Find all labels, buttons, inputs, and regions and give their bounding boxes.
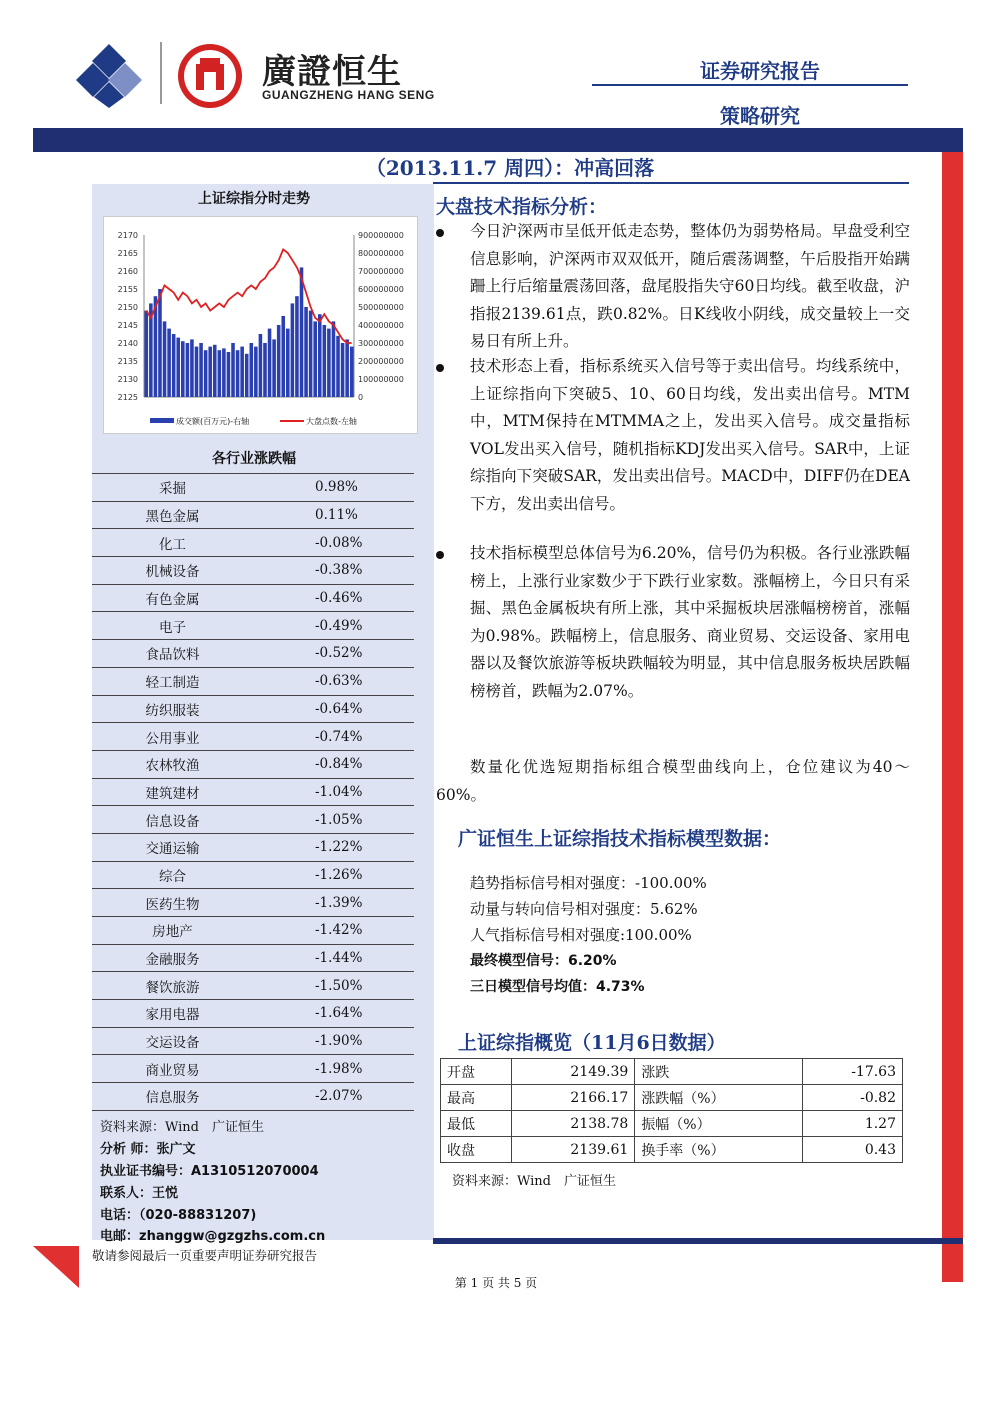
overview-row [441, 1085, 903, 1111]
chart-volume-bar [236, 350, 240, 397]
chart-volume-bar [341, 343, 345, 397]
overview-value: -0.82 [802, 1085, 902, 1111]
section-model-data: 广证恒生上证综指技术指标模型数据： [458, 828, 782, 850]
chart-volume-bar [231, 343, 235, 397]
chart-volume-bar [186, 343, 190, 397]
chart-right-tick: 700000000 [358, 267, 404, 276]
chart-volume-bar [291, 303, 295, 397]
industry-change: 0.11% [253, 501, 414, 529]
industry-name: 信息服务 [92, 1083, 253, 1111]
industry-row [92, 529, 414, 557]
chart-volume-bar [254, 347, 258, 397]
industry-row [92, 612, 414, 640]
industry-name: 公用事业 [92, 723, 253, 751]
chart-volume-bar [281, 316, 285, 397]
chart-left-tick: 2145 [117, 321, 138, 330]
phone: 电话：（020-88831207) [100, 1208, 257, 1223]
paragraph-position: 数量化优选短期指标组合模型曲线向上，仓位建议为40～60%。 [436, 758, 910, 804]
industry-title: 各行业涨跌幅 [212, 451, 296, 467]
seal-logo-icon [176, 42, 244, 110]
chart-left-tick: 2130 [117, 375, 138, 384]
chart-left-tick: 2135 [117, 357, 138, 366]
industry-change: -0.52% [253, 640, 414, 668]
industry-row [92, 474, 414, 502]
footer-notice: 敬请参阅最后一页重要声明证券研究报告 [92, 1248, 318, 1263]
industry-change: -1.44% [253, 944, 414, 972]
industry-row [92, 640, 414, 668]
chart-right-tick: 100000000 [358, 375, 404, 384]
chart-volume-bar [345, 339, 349, 397]
industry-change: -1.26% [253, 861, 414, 889]
right-red-bar [942, 152, 963, 1282]
industry-row [92, 861, 414, 889]
industry-row [92, 723, 414, 751]
contact: 联系人：王悦 [100, 1186, 179, 1201]
chart-volume-bar [199, 343, 203, 397]
chart-right-tick: 400000000 [358, 321, 404, 330]
section-overview: 上证综指概览（11月6日数据） [458, 1032, 726, 1054]
chart-volume-bar [318, 314, 322, 397]
chart-volume-bar [304, 307, 308, 397]
bottom-band [433, 1238, 963, 1244]
chart-volume-bar [309, 311, 313, 397]
chart-left-tick: 2150 [117, 303, 138, 312]
overview-table [440, 1058, 903, 1163]
industry-name: 信息设备 [92, 806, 253, 834]
industry-change: -1.04% [253, 778, 414, 806]
chart-volume-bar [268, 329, 272, 397]
industry-name: 医药生物 [92, 889, 253, 917]
intraday-chart-svg [104, 217, 417, 433]
overview-value: 2149.39 [512, 1059, 635, 1085]
chart-legend-volume-swatch [150, 418, 174, 423]
page-number: 第 1 页 共 5 页 [454, 1276, 538, 1290]
overview-label: 振幅（%） [635, 1111, 802, 1137]
industry-name: 食品饮料 [92, 640, 253, 668]
industry-row [92, 750, 414, 778]
overview-label: 最低 [441, 1111, 512, 1137]
industry-name: 房地产 [92, 917, 253, 945]
overview-row [441, 1059, 903, 1085]
chart-volume-bar [323, 325, 327, 397]
chart-volume-bar [176, 338, 180, 397]
chart-left-tick: 2170 [117, 231, 138, 240]
chart-volume-bar [327, 329, 331, 397]
chart-left-tick: 2140 [117, 339, 138, 348]
chart-volume-bar [263, 343, 267, 397]
overview-value: 2138.78 [512, 1111, 635, 1137]
overview-label: 涨跌幅（%） [635, 1085, 802, 1111]
overview-value: 0.43 [802, 1137, 902, 1163]
analyst: 分析 师：张广文 [100, 1142, 196, 1157]
top-band [33, 128, 963, 152]
intraday-chart [103, 216, 418, 434]
brand-name-en: GUANGZHENG HANG SENG [262, 88, 435, 102]
industry-row [92, 1083, 414, 1111]
chart-volume-bar [259, 334, 263, 397]
bullet-icon [436, 364, 444, 372]
model-momentum: 动量与转向信号相对强度：5.62% [470, 900, 698, 918]
paragraph-technical: 技术形态上看，指标系统买入信号等于卖出信号。均线系统中，上证综指向下突破5、10、60日均线，发出卖出信号。MTM中，MTM保持在MTMMA之上，发出买入信号。成交量指标VOL发出买入信号，随机指标KDJ发出买入信号。SAR中，上证综指向下突破SAR，发出卖出信号。MACD中，DIFF仍在DEA下方，发出卖出信号。 [470, 357, 910, 513]
industry-change: -0.38% [253, 557, 414, 585]
chart-volume-bar [222, 348, 226, 397]
chart-volume-bar [158, 289, 162, 397]
industry-row [92, 1027, 414, 1055]
industry-change: -1.98% [253, 1055, 414, 1083]
industry-name: 采掘 [92, 474, 253, 502]
industry-change: -1.05% [253, 806, 414, 834]
section-technical-analysis: 大盘技术指标分析： [436, 196, 608, 218]
chart-volume-bar [332, 321, 336, 397]
email-link[interactable]: 电邮：zhanggw@gzgzhs.com.cn [100, 1229, 326, 1244]
left-source: 资料来源：Wind 广证恒生 [100, 1120, 264, 1135]
industry-name: 商业贸易 [92, 1055, 253, 1083]
report-type: 证券研究报告 [700, 59, 820, 83]
overview-label: 最高 [441, 1085, 512, 1111]
overview-value: -17.63 [802, 1059, 902, 1085]
chart-volume-bar [218, 350, 222, 397]
industry-row [92, 557, 414, 585]
chart-right-tick: 300000000 [358, 339, 404, 348]
brand-name-cn: 廣證恒生 [262, 52, 402, 92]
industry-name: 黑色金属 [92, 501, 253, 529]
industry-change: -1.22% [253, 833, 414, 861]
page-title: （2013.11.7 周四）：冲高回落 [365, 156, 655, 180]
industry-name: 金融服务 [92, 944, 253, 972]
industry-name: 有色金属 [92, 584, 253, 612]
company-logo-icon [76, 42, 142, 108]
industry-name: 综合 [92, 861, 253, 889]
industry-row [92, 667, 414, 695]
overview-label: 开盘 [441, 1059, 512, 1085]
bullet-icon [436, 229, 444, 237]
chart-volume-bar [181, 341, 185, 397]
chart-volume-bar [250, 343, 254, 397]
overview-value: 1.27 [802, 1111, 902, 1137]
chart-legend-index: 大盘点数-左轴 [306, 417, 357, 426]
header-divider [160, 42, 162, 104]
industry-name: 电子 [92, 612, 253, 640]
industry-row [92, 833, 414, 861]
industry-row [92, 806, 414, 834]
chart-left-tick: 2165 [117, 249, 138, 258]
industry-row [92, 944, 414, 972]
chart-volume-bar [336, 336, 340, 397]
chart-volume-bar [272, 339, 276, 397]
chart-volume-bar [227, 352, 231, 397]
overview-label: 涨跌 [635, 1059, 802, 1085]
industry-name: 餐饮旅游 [92, 972, 253, 1000]
industry-change: -2.07% [253, 1083, 414, 1111]
chart-legend-volume: 成交额(百万元)-右轴 [176, 417, 250, 426]
chart-volume-bar [350, 347, 354, 397]
chart-volume-bar [195, 347, 199, 397]
chart-right-tick: 0 [358, 393, 364, 402]
industry-change: -0.08% [253, 529, 414, 557]
cert-number: 执业证书编号：A1310512070004 [100, 1164, 319, 1179]
industry-change: -0.46% [253, 584, 414, 612]
industry-name: 化工 [92, 529, 253, 557]
chart-volume-bar [208, 347, 212, 397]
industry-name: 农林牧渔 [92, 750, 253, 778]
industry-change: -0.74% [253, 723, 414, 751]
industry-row [92, 501, 414, 529]
industry-change: -1.64% [253, 1000, 414, 1028]
industry-change: -0.84% [253, 750, 414, 778]
chart-volume-bar [300, 267, 304, 397]
chart-volume-bar [245, 354, 249, 397]
report-type-underline [592, 84, 908, 86]
industry-row [92, 1055, 414, 1083]
model-trend: 趋势指标信号相对强度：-100.00% [470, 874, 707, 892]
overview-label: 收盘 [441, 1137, 512, 1163]
industry-name: 建筑建材 [92, 778, 253, 806]
industry-row [92, 889, 414, 917]
paragraph-signal: 技术指标模型总体信号为6.20%，信号仍为积极。各行业涨跌幅榜上，上涨行业家数少于下跌行业家数。涨幅榜上，今日只有采掘、黑色金属板块有所上涨，其中采掘板块居涨幅榜榜首，涨幅为0.98%。跌幅榜上，信息服务、商业贸易、交运设备、家用电器以及餐饮旅游等板块跌幅较为明显，其中信息服务板块居跌幅榜榜首，跌幅为2.07%。 [470, 544, 910, 700]
industry-table [92, 473, 414, 1111]
chart-title: 上证综指分时走势 [198, 191, 310, 207]
chart-volume-bar [240, 347, 244, 397]
model-sentiment: 人气指标信号相对强度:100.00% [470, 926, 692, 944]
industry-name: 交运设备 [92, 1027, 253, 1055]
industry-change: -0.63% [253, 667, 414, 695]
industry-change: -1.90% [253, 1027, 414, 1055]
chart-right-tick: 200000000 [358, 357, 404, 366]
report-subtype: 策略研究 [720, 104, 800, 128]
chart-volume-bar [204, 350, 208, 397]
overview-value: 2166.17 [512, 1085, 635, 1111]
industry-name: 机械设备 [92, 557, 253, 585]
chart-right-tick: 800000000 [358, 249, 404, 258]
industry-change: -1.50% [253, 972, 414, 1000]
title-underline [433, 182, 909, 184]
industry-row [92, 695, 414, 723]
chart-volume-bar [277, 325, 281, 397]
right-source: 资料来源：Wind 广证恒生 [452, 1174, 616, 1189]
chart-left-tick: 2160 [117, 267, 138, 276]
industry-row [92, 584, 414, 612]
chart-volume-bar [286, 329, 290, 397]
industry-change: -1.39% [253, 889, 414, 917]
overview-row [441, 1137, 903, 1163]
chart-volume-bar [167, 329, 171, 397]
model-final: 最终模型信号：6.20% [470, 953, 617, 969]
industry-name: 轻工制造 [92, 667, 253, 695]
chart-volume-bar [163, 321, 167, 397]
industry-name: 交通运输 [92, 833, 253, 861]
industry-change: 0.98% [253, 474, 414, 502]
overview-label: 换手率（%） [635, 1137, 802, 1163]
bullet-icon [436, 551, 444, 559]
industry-change: -1.42% [253, 917, 414, 945]
chart-volume-bar [190, 339, 194, 397]
chart-left-tick: 2155 [117, 285, 138, 294]
chart-right-tick: 900000000 [358, 231, 404, 240]
industry-row [92, 778, 414, 806]
industry-row [92, 972, 414, 1000]
chart-volume-bar [213, 345, 217, 397]
chart-left-tick: 2125 [117, 393, 138, 402]
industry-name: 家用电器 [92, 1000, 253, 1028]
industry-change: -0.49% [253, 612, 414, 640]
overview-value: 2139.61 [512, 1137, 635, 1163]
chart-right-tick: 500000000 [358, 303, 404, 312]
chart-volume-bar [295, 296, 299, 397]
industry-row [92, 917, 414, 945]
chart-volume-bar [172, 334, 176, 397]
chart-volume-bar [145, 311, 149, 397]
model-3day: 三日模型信号均值：4.73% [470, 979, 645, 995]
chart-volume-bar [313, 321, 317, 397]
paragraph-market: 今日沪深两市呈低开低走态势，整体仍为弱势格局。早盘受利空信息影响，沪深两市双双低开，随后震荡调整，午后股指开始蹒跚上行后缩量震荡回落，盘尾股指失守60日均线。截至收盘，沪指报2139.61点，跌0.82%。日K线收小阴线，成交量较上一交易日有所上升。 [470, 222, 910, 350]
industry-name: 纺织服装 [92, 695, 253, 723]
industry-row [92, 1000, 414, 1028]
chart-right-tick: 600000000 [358, 285, 404, 294]
industry-change: -0.64% [253, 695, 414, 723]
overview-row [441, 1111, 903, 1137]
